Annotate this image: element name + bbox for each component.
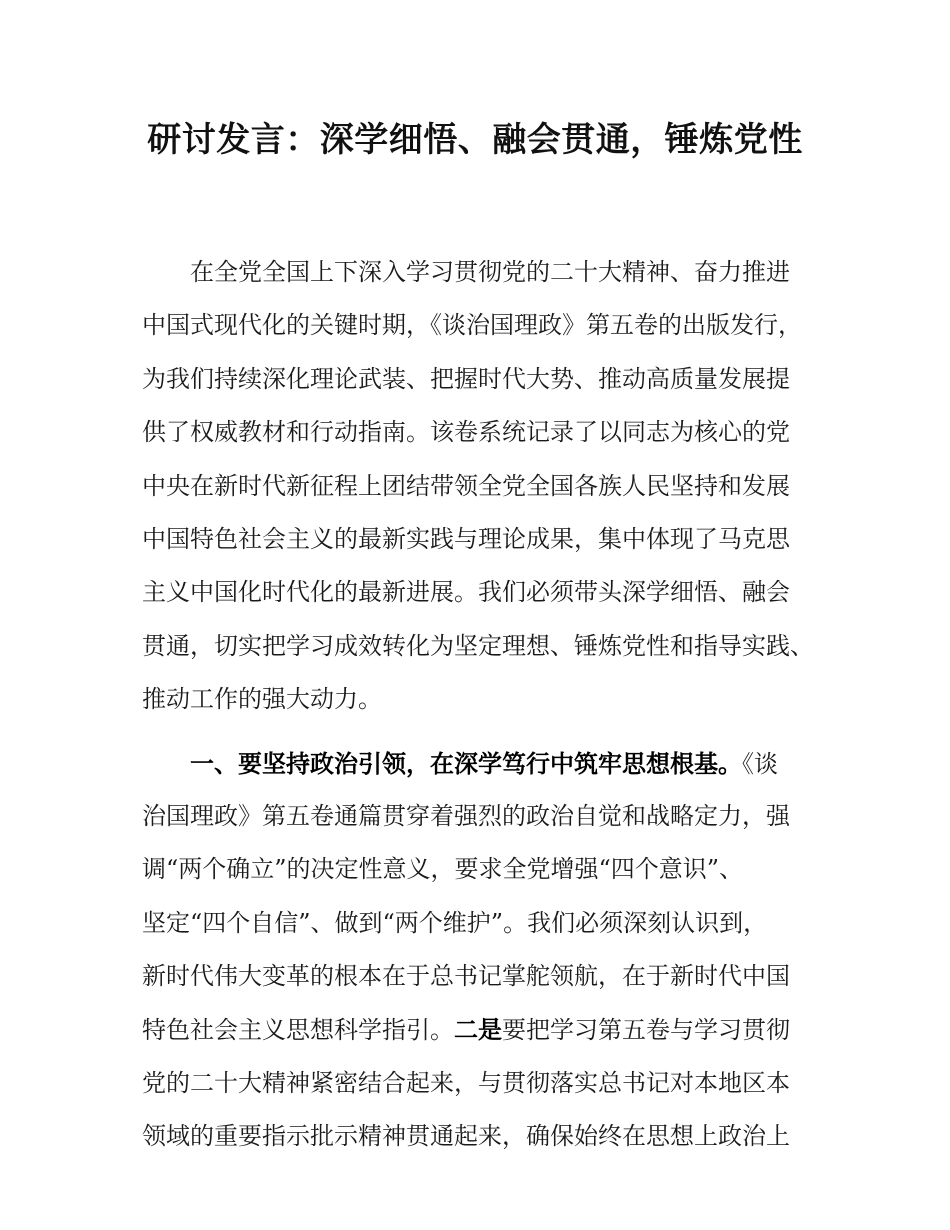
section-heading: 一、要坚持政治引领，在深学笃行中筑牢思想根基。 — [190, 748, 742, 778]
text-segment: 要把学习第五卷与学习贯彻 — [502, 1016, 790, 1045]
paragraph-line: 主义中国化时代化的最新进展。我们必须带头深学细悟、融会 — [142, 578, 790, 607]
paragraph-section-one — [142, 737, 832, 1164]
heading-continuation: 《谈 — [742, 749, 778, 778]
text-segment: 特色社会主义思想科学指引。 — [142, 1016, 454, 1045]
document-body — [142, 246, 832, 1164]
paragraph-spacer — [142, 727, 832, 737]
paragraph-line: 为我们持续深化理论武装、把握时代大势、推动高质量发展提 — [142, 364, 790, 393]
paragraph-line: 中国式现代化的关键时期，《谈治国理政》第五卷的出版发行， — [142, 311, 802, 340]
paragraph-line: 中央在新时代新征程上团结带领全党全国各族人民坚持和发展 — [142, 471, 790, 500]
paragraph-line: 调“两个确立”的决定性意义，要求全党增强“四个意识”、 — [142, 855, 744, 884]
paragraph-line: 贯通，切实把学习成效转化为坚定理想、锤炼党性和指导实践、 — [142, 631, 814, 660]
paragraph-line — [142, 737, 832, 790]
paragraph-line: 坚定“四个自信”、做到“两个维护”。我们必须深刻认识到， — [142, 908, 768, 937]
paragraph-line: 领域的重要指示批示精神贯通起来，确保始终在思想上政治上 — [142, 1122, 790, 1151]
paragraph-line: 推动工作的强大动力。 — [142, 685, 382, 714]
paragraph-line: 供了权威教材和行动指南。该卷系统记录了以同志为核心的党 — [142, 418, 790, 447]
paragraph-intro — [142, 246, 832, 727]
paragraph-line: 新时代伟大变革的根本在于总书记掌舵领航，在于新时代中国 — [142, 962, 790, 991]
paragraph-line: 党的二十大精神紧密结合起来，与贯彻落实总书记对本地区本 — [142, 1068, 790, 1097]
paragraph-line: 治国理政》第五卷通篇贯穿着强烈的政治自觉和战略定力，强 — [142, 801, 790, 830]
paragraph-line: 在全党全国上下深入学习贯彻党的二十大精神、奋力推进 — [190, 258, 790, 286]
document-title: 研讨发言：深学细悟、融会贯通，锤炼党性 — [147, 120, 803, 160]
emphasis-marker: 二是 — [454, 1015, 502, 1045]
paragraph-line — [142, 1003, 832, 1056]
paragraph-line: 中国特色社会主义的最新实践与理论成果，集中体现了马克思 — [142, 524, 790, 553]
